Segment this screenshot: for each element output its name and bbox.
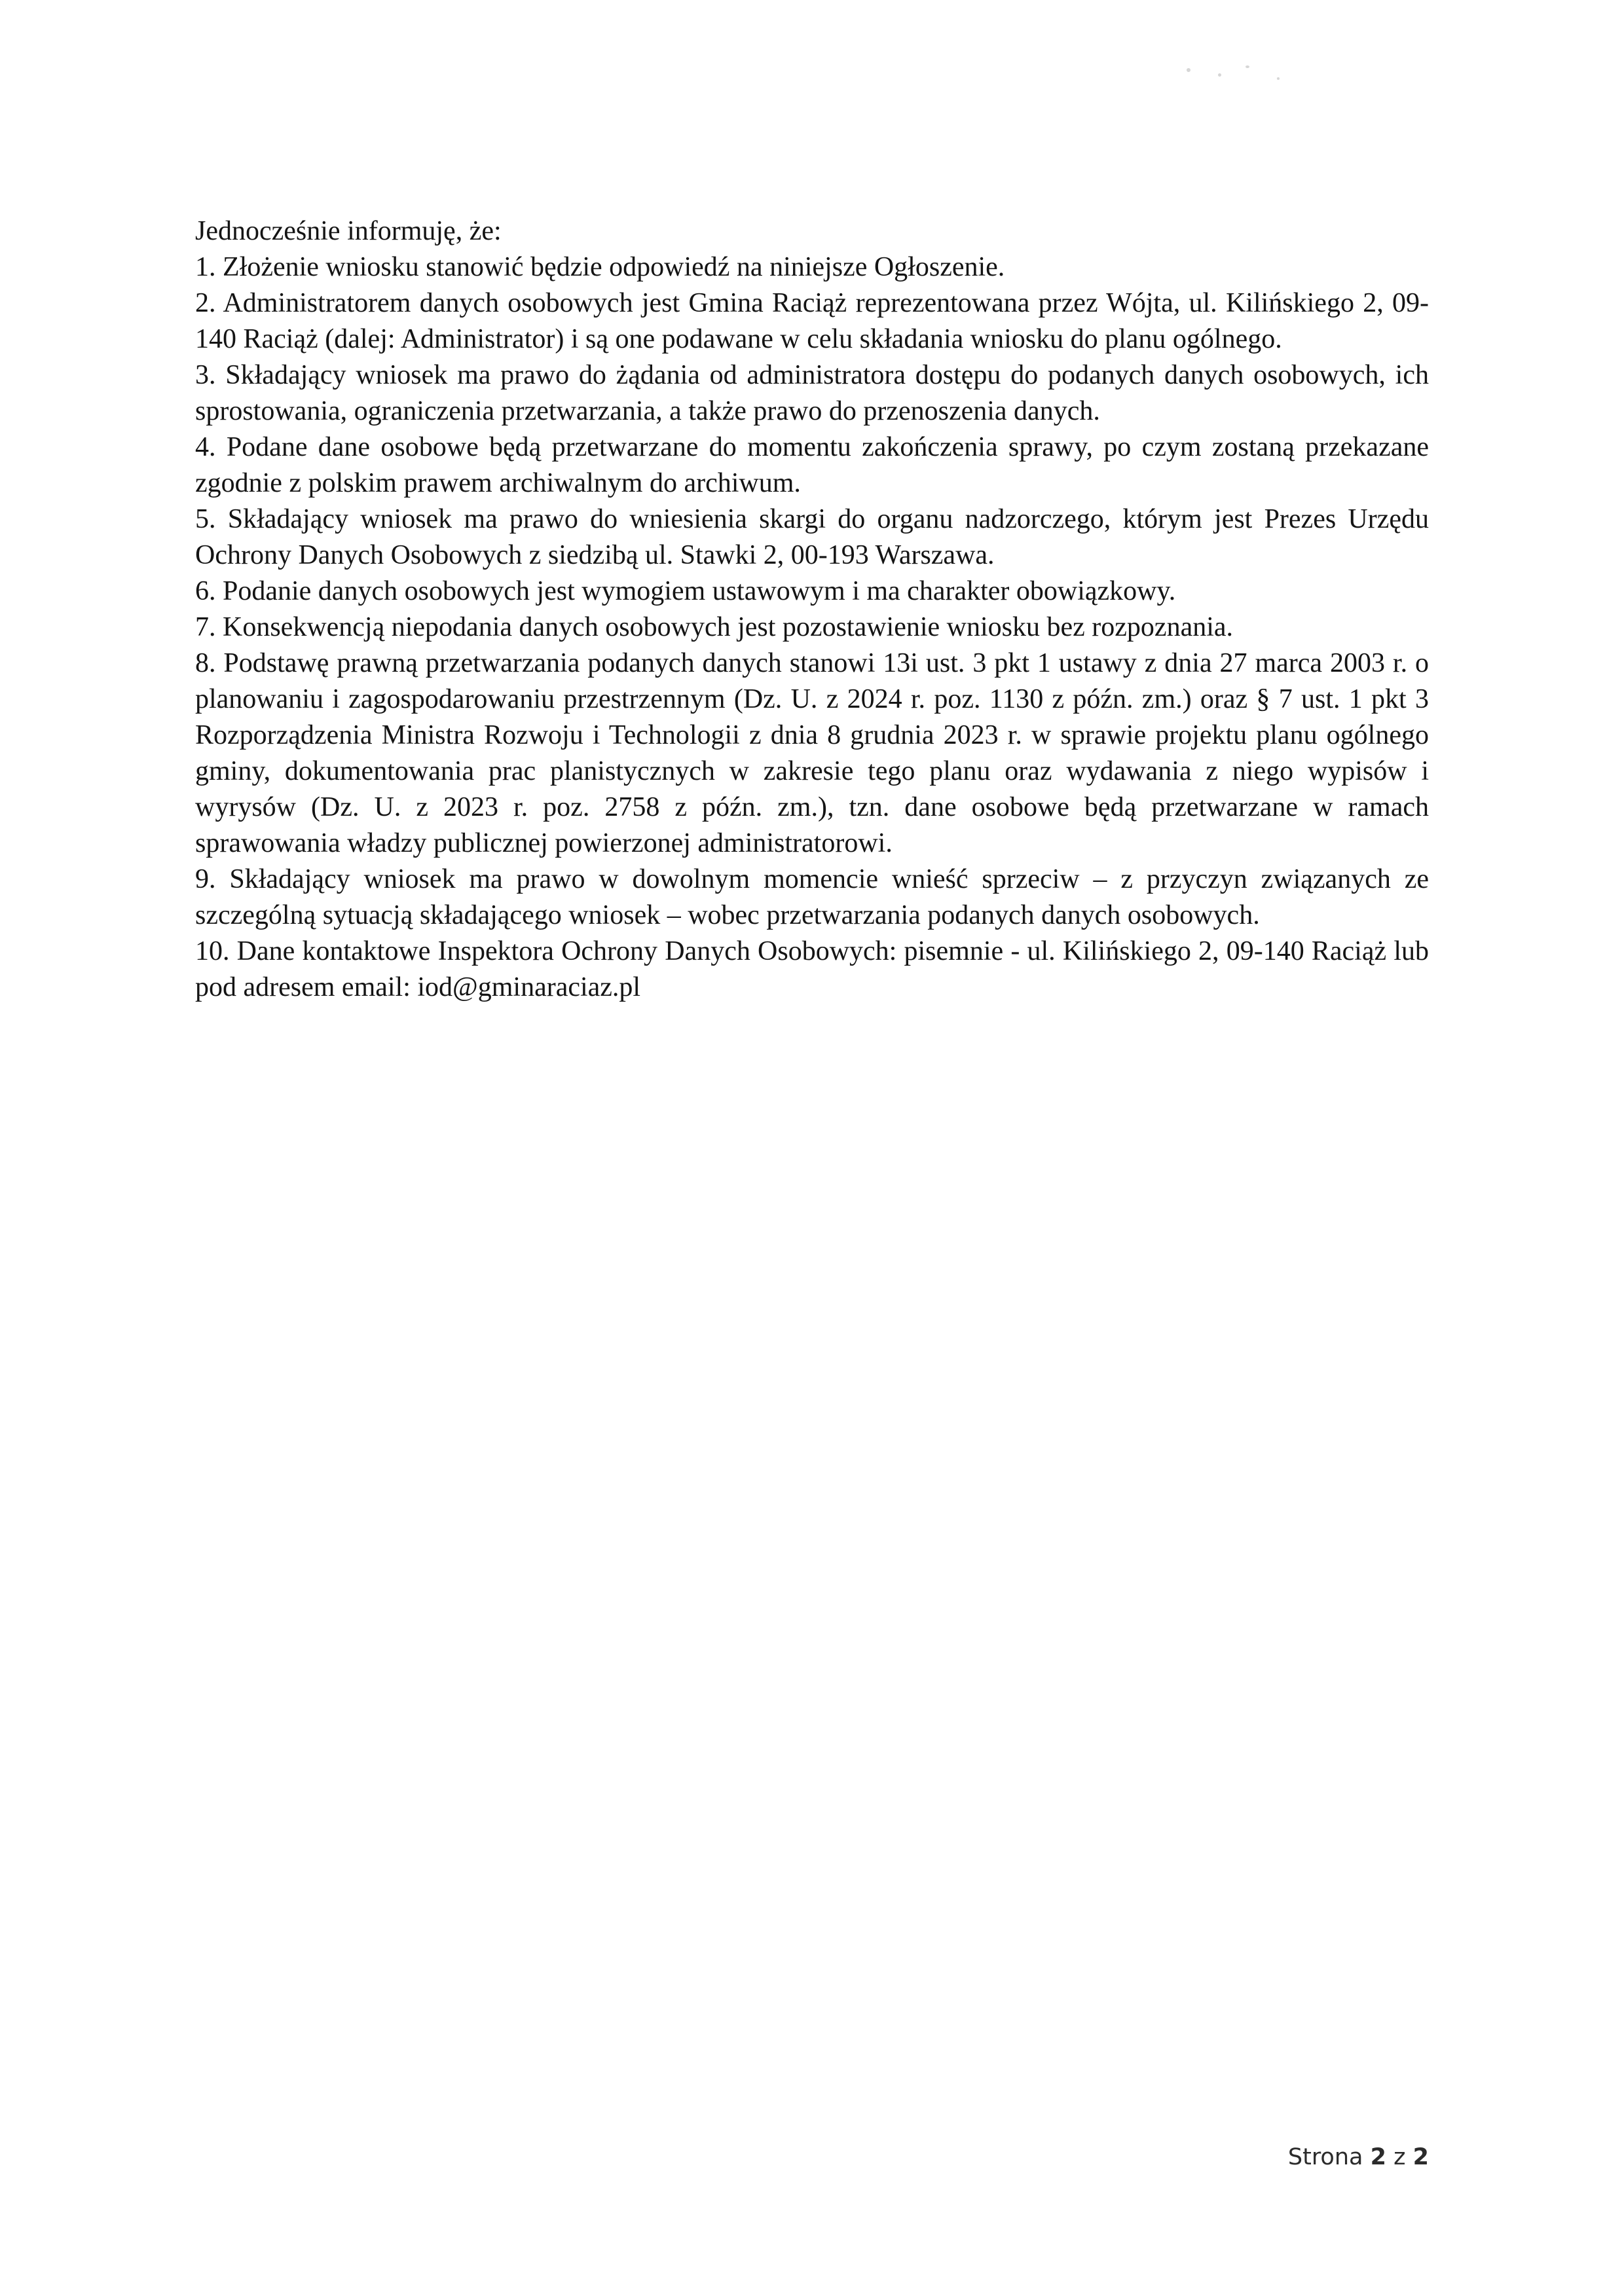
current-page-number: 2	[1370, 2144, 1386, 2170]
list-item: 2. Administratorem danych osobowych jest Gmina Raciąż reprezentowana przez Wójta, ul. Kilińskiego 2, 09-140 Raciąż (dalej: Administrator) i są one podawane w celu składania wniosku do planu ogólnego.	[195, 288, 1429, 354]
scan-artifact	[1218, 73, 1221, 77]
scan-artifact	[1277, 77, 1280, 80]
list-item: 5. Składający wniosek ma prawo do wniesienia skargi do organu nadzorczego, którym jest Prezes Urzędu Ochrony Danych Osobowych z siedzibą ul. Stawki 2, 00-193 Warszawa.	[195, 504, 1429, 570]
document-body	[195, 213, 1429, 1006]
list-item: 6. Podanie danych osobowych jest wymogiem ustawowym i ma charakter obowiązkowy.	[195, 576, 1176, 606]
intro-line: Jednocześnie informuję, że:	[195, 216, 502, 246]
list-item: 4. Podane dane osobowe będą przetwarzane do momentu zakończenia sprawy, po czym zostaną przekazane zgodnie z polskim prawem archiwalnym do archiwum.	[195, 432, 1429, 498]
page-label: Strona	[1287, 2144, 1363, 2170]
page-number-footer	[1244, 2143, 1429, 2172]
page-separator: z	[1393, 2144, 1406, 2170]
list-item: 1. Złożenie wniosku stanowić będzie odpowiedź na niniejsze Ogłoszenie.	[195, 252, 1005, 282]
list-item: 8. Podstawę prawną przetwarzania podanych danych stanowi 13i ust. 3 pkt 1 ustawy z dnia 27 marca 2003 r. o planowaniu i zagospodarowaniu przestrzennym (Dz. U. z 2024 r. poz. 1130 z późn. zm.) oraz § 7 ust. 1 pkt 3 Rozporządzenia Ministra Rozwoju i Technologii z dnia 8 grudnia 2023 r. w sprawie projektu planu ogólnego gminy, dokumentowania prac planistycznych w zakresie tego planu oraz wydawania z niego wypisów i wyrysów (Dz. U. z 2023 r. poz. 2758 z późn. zm.), tzn. dane osobowe będą przetwarzane w ramach sprawowania władzy publicznej powierzonej administratorowi.	[195, 648, 1429, 858]
list-item: 3. Składający wniosek ma prawo do żądania od administratora dostępu do podanych danych osobowych, ich sprostowania, ograniczenia przetwarzania, a także prawo do przenoszenia danych.	[195, 360, 1429, 426]
scan-artifact	[1187, 68, 1190, 72]
list-item: 7. Konsekwencją niepodania danych osobowych jest pozostawienie wniosku bez rozpoznania.	[195, 612, 1234, 642]
list-item: 9. Składający wniosek ma prawo w dowolnym momencie wnieść sprzeciw – z przyczyn związanych ze szczególną sytuacją składającego wniosek – wobec przetwarzania podanych danych osobowych.	[195, 864, 1429, 930]
information-list	[195, 249, 1429, 1006]
list-item: 10. Dane kontaktowe Inspektora Ochrony Danych Osobowych: pisemnie - ul. Kilińskiego 2, 09-140 Raciąż lub pod adresem email: iod@gminaraciaz.pl	[195, 936, 1429, 1002]
scan-artifact	[1246, 65, 1249, 68]
total-pages-number: 2	[1412, 2144, 1429, 2170]
